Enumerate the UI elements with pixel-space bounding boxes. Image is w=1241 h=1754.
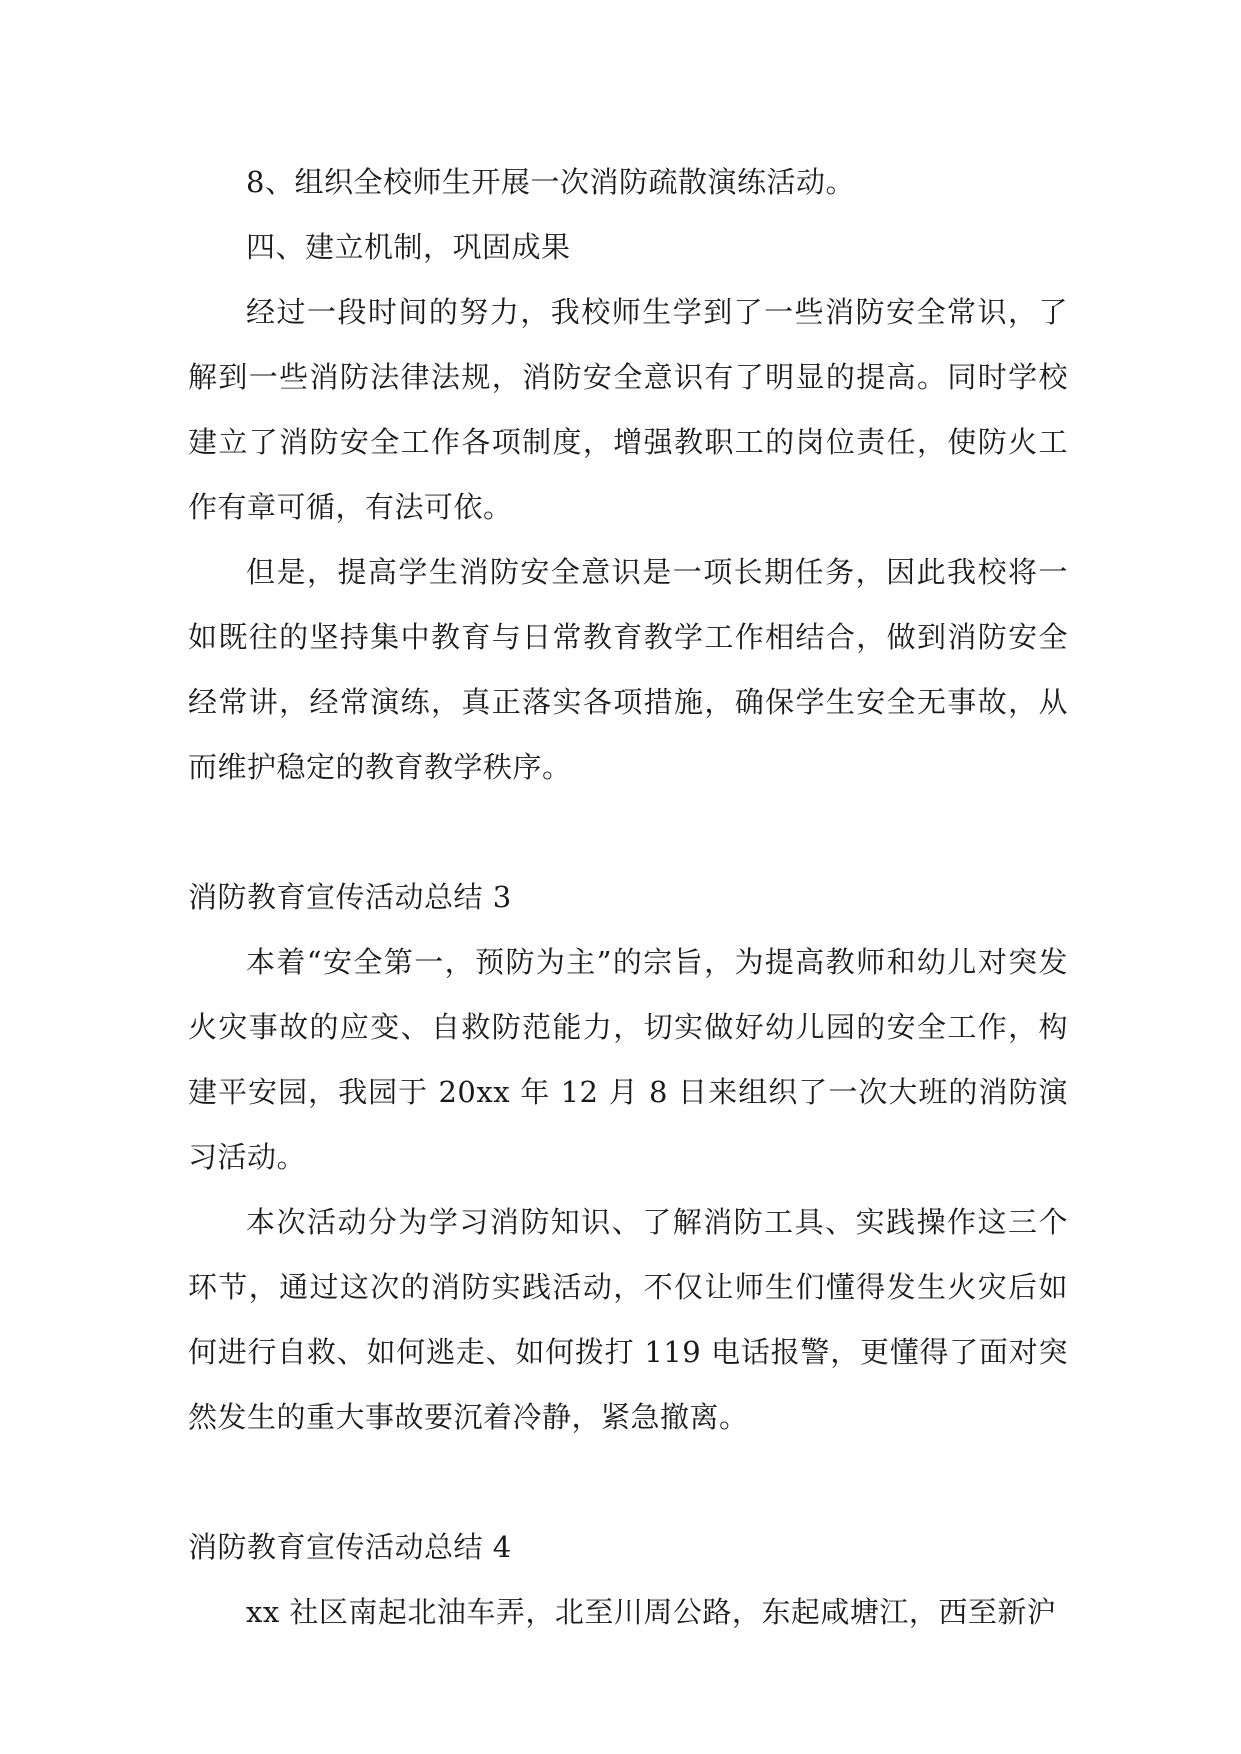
paragraph-long-term: 但是，提高学生消防安全意识是一项长期任务，因此我校将一如既往的坚持集中教育与日常教育教学工作相结合，做到消防安全经常讲，经常演练，真正落实各项措施，确保学生安全无事故，从而维护稳定的教育教学秩序。 <box>188 555 1068 784</box>
paragraph-drill-details: 本次活动分为学习消防知识、了解消防工具、实践操作这三个环节，通过这次的消防实践活动，不仅让师生们懂得发生火灾后如何进行自救、如何逃走、如何拨打 119 电话报警，更懂得了面对突然发生的重大事故要沉着冷静，紧急撤离。 <box>188 1205 1068 1434</box>
section-heading-4: 四、建立机制，巩固成果 <box>246 230 571 264</box>
document-body <box>188 150 1068 1645</box>
summary-title-3: 消防教育宣传活动总结 3 <box>188 880 512 914</box>
section-gap <box>188 1450 1068 1515</box>
paragraph-item-8: 8、组织全校师生开展一次消防疏散演练活动。 <box>246 165 855 199</box>
paragraph-drill-intro: 本着“安全第一，预防为主”的宗旨，为提高教师和幼儿对突发火灾事故的应变、自救防范能力，切实做好幼儿园的安全工作，构建平安园，我园于 20xx 年 12 月 8 日来组织了一次大班的消防演习活动。 <box>188 945 1068 1174</box>
paragraph-community: xx 社区南起北油车弄，北至川周公路，东起咸塘江，西至新沪 <box>246 1595 1057 1629</box>
paragraph-results: 经过一段时间的努力，我校师生学到了一些消防安全常识，了解到一些消防法律法规，消防安全意识有了明显的提高。同时学校建立了消防安全工作各项制度，增强教职工的岗位责任，使防火工作有章可循，有法可依。 <box>188 295 1068 524</box>
section-gap <box>188 800 1068 865</box>
summary-title-4: 消防教育宣传活动总结 4 <box>188 1530 512 1564</box>
